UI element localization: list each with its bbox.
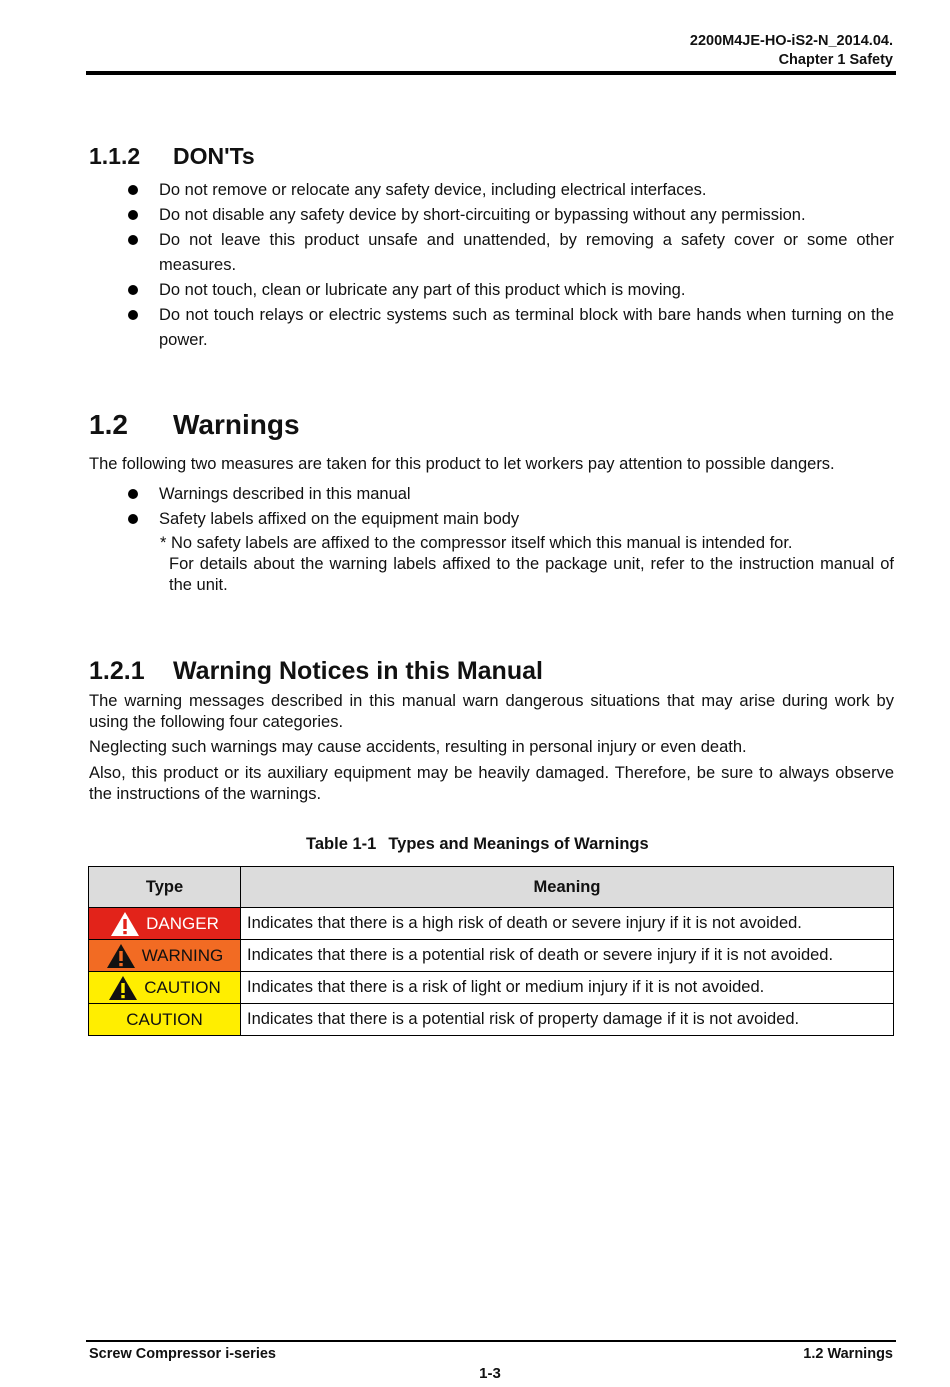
notices-paragraph: The warning messages described in this manual warn dangerous situations that may arise during work by using the following four categories. xyxy=(89,692,894,731)
notices-paragraph: Neglecting such warnings may cause accidents, resulting in personal injury or even death. xyxy=(89,738,747,756)
warnings-heading xyxy=(89,409,300,441)
warnings-table xyxy=(88,866,894,1036)
bullet-icon xyxy=(128,489,138,499)
table-header-row xyxy=(89,867,894,908)
caution-label xyxy=(89,972,240,1003)
table-caption-title: Types and Meanings of Warnings xyxy=(388,835,649,853)
warning-triangle-icon xyxy=(110,911,140,937)
caution-label-text: CAUTION xyxy=(144,977,221,997)
bullet-icon xyxy=(128,285,138,295)
donts-item: Do not disable any safety device by short-circuiting or bypassing without any permission. xyxy=(159,206,806,224)
caution-property-label-text: CAUTION xyxy=(126,1009,203,1029)
donts-item: Do not leave this product unsafe and unattended, by removing a safety cover or some other measures. xyxy=(159,231,894,274)
table-caption xyxy=(306,835,649,854)
notices-paragraph: Also, this product or its auxiliary equipment may be heavily damaged. Therefore, be sure to always observe the instructions of the warnings. xyxy=(89,764,894,803)
type-cell xyxy=(89,972,241,1004)
doc-id: 2200M4JE-HO-iS2-N_2014.04. xyxy=(689,33,893,49)
meaning-cell: Indicates that there is a potential risk of property damage if it is not avoided. xyxy=(241,1004,894,1036)
warning-triangle-icon xyxy=(108,975,138,1001)
bullet-icon xyxy=(128,235,138,245)
warnings-intro: The following two measures are taken for this product to let workers pay attention to possible dangers. xyxy=(89,455,835,473)
table-row xyxy=(89,972,894,1004)
table-row xyxy=(89,940,894,972)
meaning-column-header: Meaning xyxy=(241,867,894,908)
notices-heading xyxy=(89,657,543,686)
header-rule xyxy=(86,71,896,75)
meaning-cell: Indicates that there is a potential risk of death or severe injury if it is not avoided. xyxy=(241,940,894,972)
bullet-icon xyxy=(128,514,138,524)
meaning-cell: Indicates that there is a risk of light or medium injury if it is not avoided. xyxy=(241,972,894,1004)
bullet-icon xyxy=(128,210,138,220)
warnings-note-detail: For details about the warning labels affixed to the package unit, refer to the instruction manual of the unit. xyxy=(169,555,894,594)
page-number: 1-3 xyxy=(479,1365,501,1382)
bullet-icon xyxy=(128,310,138,320)
donts-item: Do not touch relays or electric systems such as terminal block with bare hands when turning on the power. xyxy=(159,306,894,349)
footer-product: Screw Compressor i-series xyxy=(89,1346,276,1362)
warnings-item: Warnings described in this manual xyxy=(159,485,411,503)
chapter-title: Chapter 1 Safety xyxy=(778,52,893,68)
footer-section: 1.2 Warnings xyxy=(803,1346,893,1362)
warnings-item: Safety labels affixed on the equipment main body xyxy=(159,510,520,528)
donts-item: Do not touch, clean or lubricate any part of this product which is moving. xyxy=(159,281,686,299)
warnings-number: 1.2 xyxy=(89,409,128,440)
type-column-header: Type xyxy=(89,867,241,908)
bullet-icon xyxy=(128,185,138,195)
warning-label xyxy=(89,940,240,971)
page-header xyxy=(690,32,893,70)
footer-rule xyxy=(86,1340,896,1342)
table-row xyxy=(89,908,894,940)
warnings-title: Warnings xyxy=(173,409,300,440)
type-cell xyxy=(89,908,241,940)
donts-item: Do not remove or relocate any safety device, including electrical interfaces. xyxy=(159,181,707,199)
danger-label xyxy=(89,908,240,939)
notices-title: Warning Notices in this Manual xyxy=(173,657,543,685)
donts-heading xyxy=(89,143,255,170)
meaning-cell: Indicates that there is a high risk of death or severe injury if it is not avoided. xyxy=(241,908,894,940)
table-caption-number: Table 1-1 xyxy=(306,835,377,853)
table-row xyxy=(89,1004,894,1036)
type-cell xyxy=(89,940,241,972)
warnings-note: * No safety labels are affixed to the compressor itself which this manual is intended for. xyxy=(160,534,793,552)
donts-number: 1.1.2 xyxy=(89,143,141,169)
type-cell xyxy=(89,1004,241,1036)
donts-title: DON'Ts xyxy=(173,143,255,169)
warning-label-text: WARNING xyxy=(141,945,224,965)
danger-label-text: DANGER xyxy=(146,913,219,933)
warning-triangle-icon xyxy=(106,943,136,969)
caution-property-label xyxy=(89,1004,240,1035)
notices-number: 1.2.1 xyxy=(89,657,145,685)
